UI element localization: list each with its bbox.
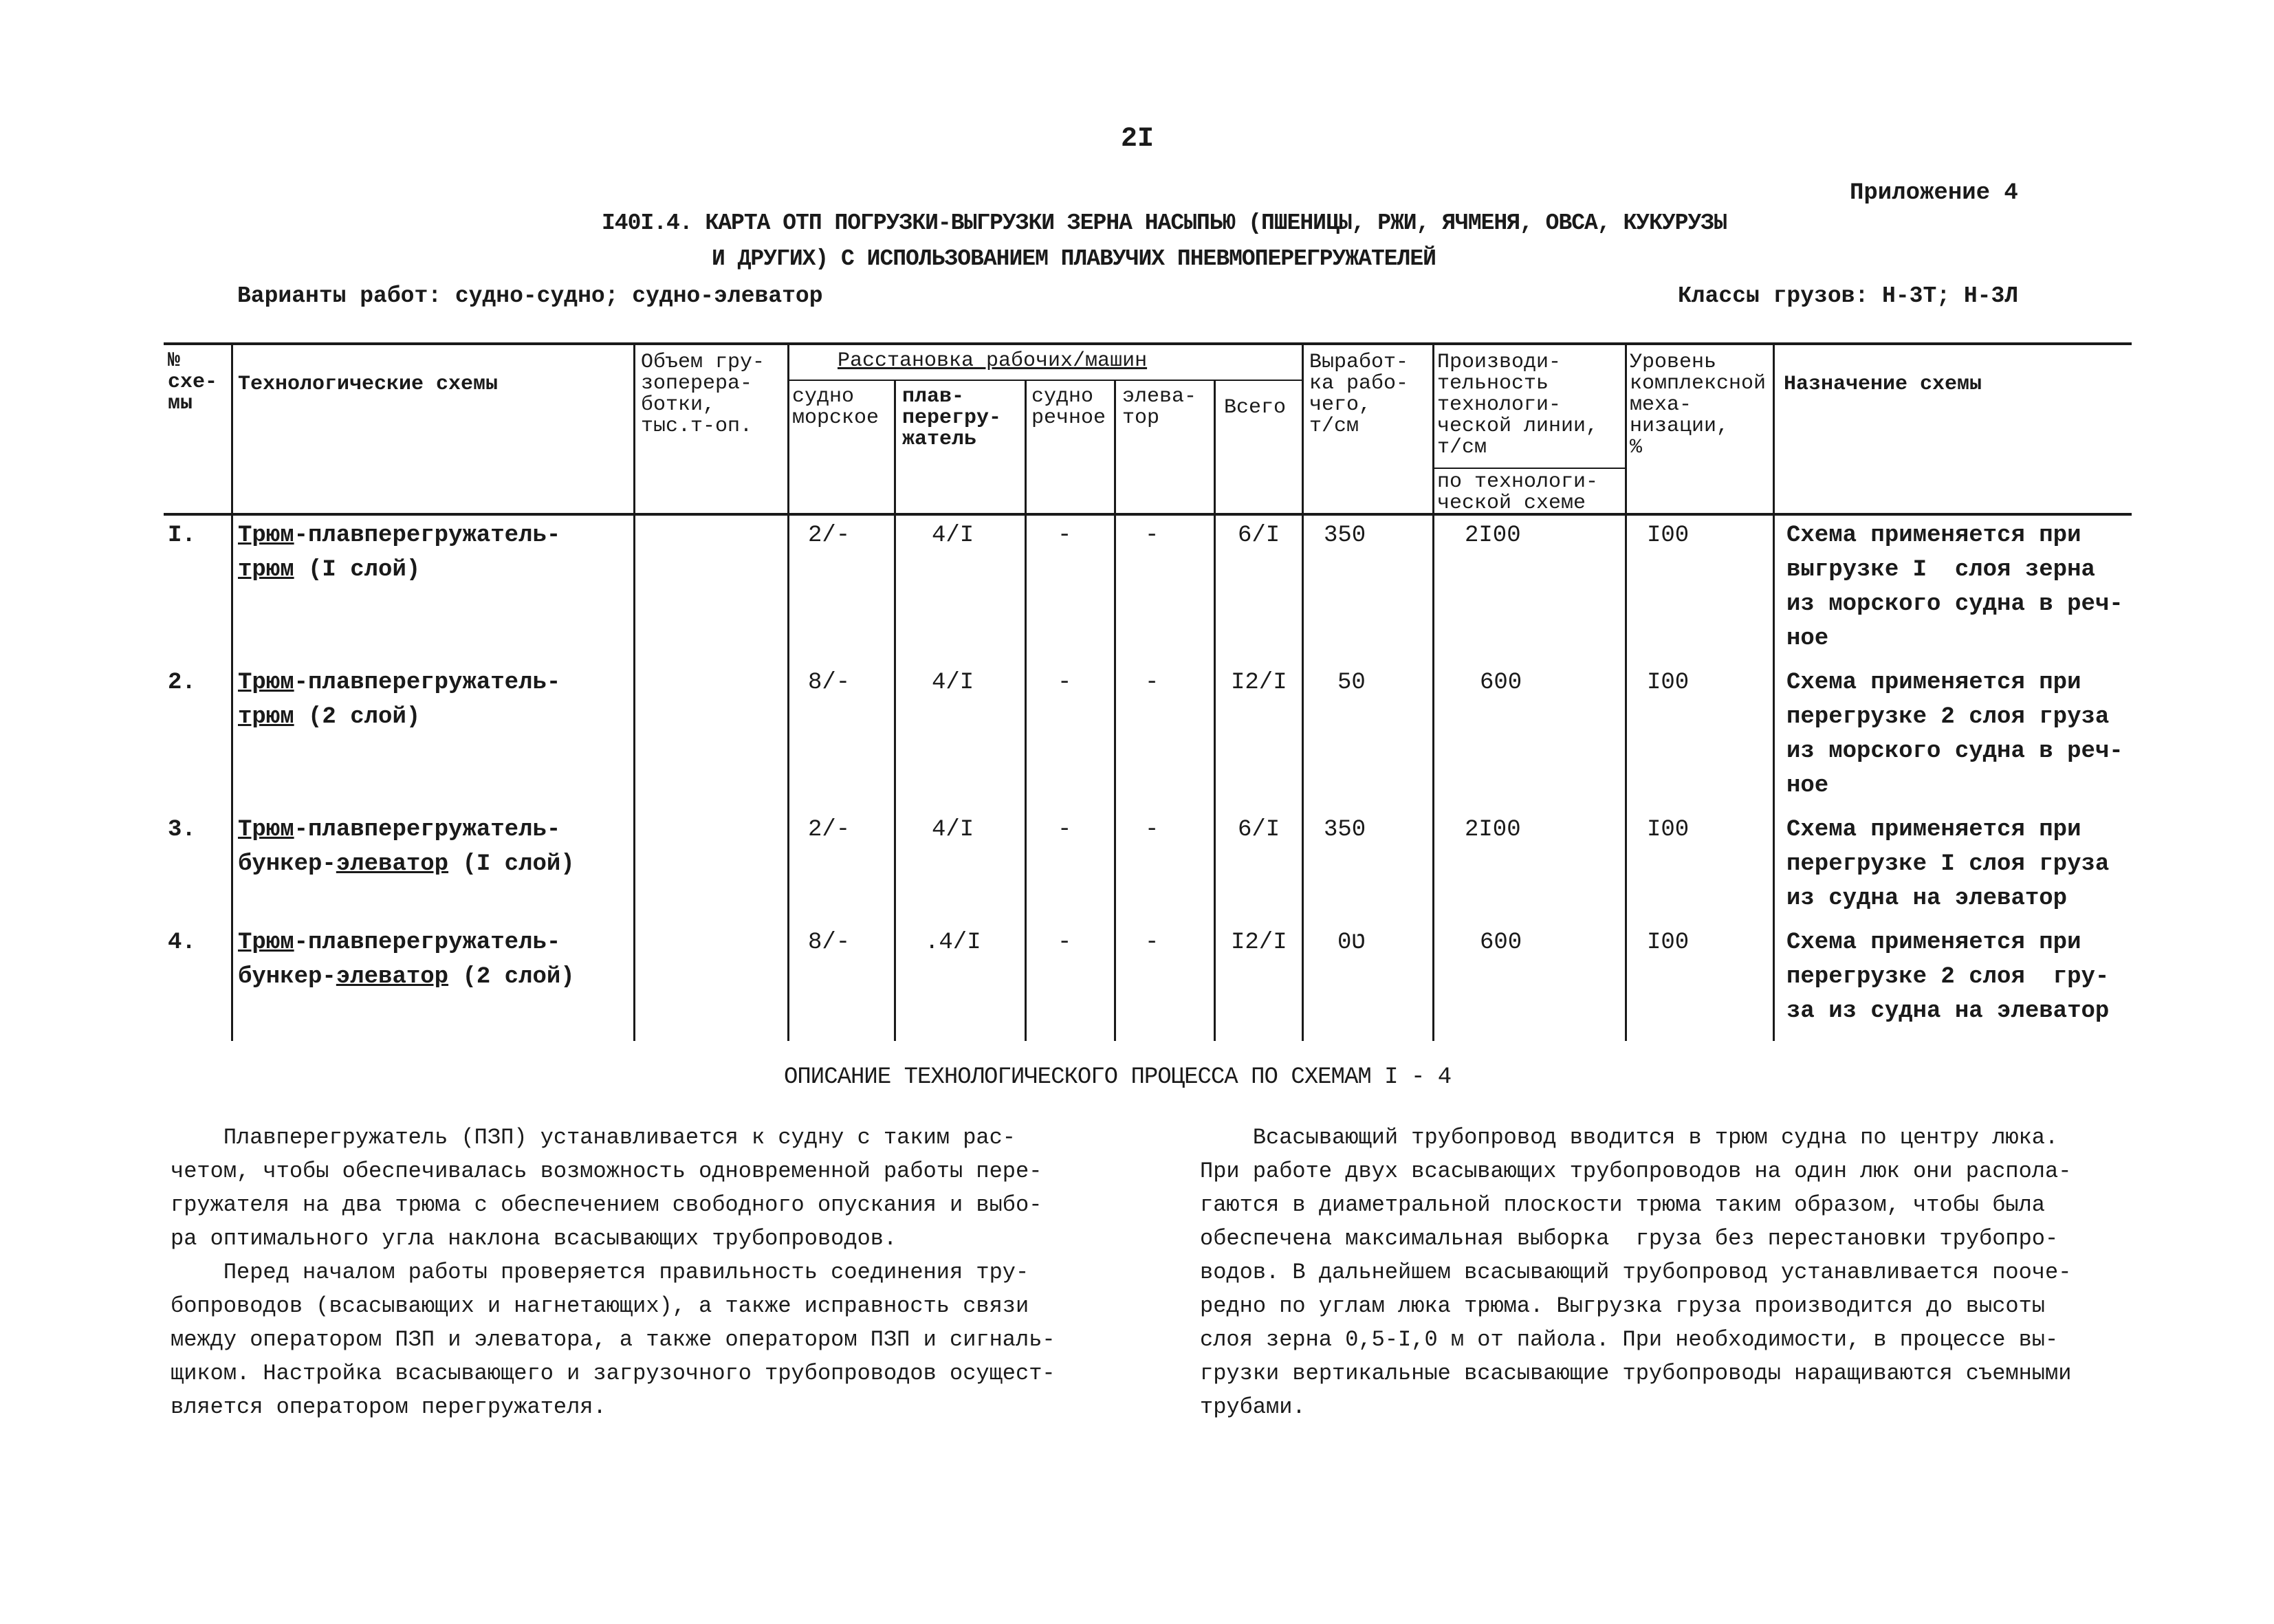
col-rule [1773, 342, 1775, 1041]
header-output: Выработ- ка рабо- чего, т/см [1309, 351, 1409, 438]
elevator-value: - [1145, 930, 1159, 956]
scheme-start: Трюм [238, 930, 294, 956]
scheme-end: трюм [238, 704, 294, 730]
purpose-value: Схема применяется при перегрузке 2 слоя груза из морского судна в реч- ное [1786, 670, 2123, 799]
cargo-classes: Классы грузов: Н-3Т; Н-3Л [1678, 283, 2019, 309]
float-loader-value: 4/I [932, 817, 974, 843]
row-number: 4. [168, 930, 196, 956]
output-value: 350 [1324, 523, 1366, 549]
scheme-layer: (I слой) [294, 557, 421, 583]
productivity-value: 600 [1480, 670, 1522, 696]
scheme-end: элеватор [336, 964, 449, 990]
header-placement: Расстановка рабочих/машин [838, 349, 1148, 373]
river-vessel-value: - [1058, 930, 1072, 956]
document-title-line-1: I40I.4. КАРТА ОТП ПОГРУЗКИ-ВЫГРУЗКИ ЗЕРНА НАСЫПЬЮ (ПШЕНИЦЫ, РЖИ, ЯЧМЕНЯ, ОВСА, КУКУРУЗЫ [602, 210, 1727, 236]
elevator-value: - [1145, 817, 1159, 843]
mechanization-value: I00 [1647, 523, 1690, 549]
col-rule [1214, 380, 1216, 1041]
total-value: I2/I [1231, 670, 1287, 696]
col-rule [1625, 342, 1627, 1041]
scheme-end: трюм [238, 557, 294, 583]
col-rule [1302, 342, 1304, 1041]
row-number: 2. [168, 670, 196, 696]
table-top-rule [164, 342, 2132, 345]
total-value: I2/I [1231, 930, 1287, 956]
scheme-middle: -плавперегружатель- [294, 670, 561, 696]
scheme-start: Трюм [238, 670, 294, 696]
scheme-layer: (2 слой) [448, 964, 575, 990]
float-loader-value: 4/I [932, 523, 974, 549]
sea-vessel-value: 2/- [808, 817, 851, 843]
total-value: 6/I [1238, 817, 1280, 843]
description-right-column: Всасывающий трубопровод вводится в трюм судна по центру люка. При работе двух всасывающих трубопроводов на один люк они распола- гаются в диаметральной плоскости трюма таким образом, чтобы была обеспечена максимальная выборка груза без перестановки трубопро- водов. В дальнейшем всасывающий трубопровод устанавливается пооче- редно по углам люка трюма. Выгрузка груза производится до высоты слоя зерна 0,5-I,0 м от пайола. При необходимости, в процессе вы- грузки вертикальные всасывающие трубопроводы наращиваются съемными трубами. [1200, 1125, 2072, 1420]
scheme-start: Трюм [238, 523, 294, 549]
sea-vessel-value: 8/- [808, 930, 851, 956]
header-mechanization: Уровень комплексной меха- низации, % [1630, 351, 1767, 459]
placement-subheader-rule [788, 380, 1302, 381]
mechanization-value: I00 [1647, 930, 1690, 956]
output-value: ט0 [1337, 930, 1366, 956]
purpose-value: Схема применяется при выгрузке I слоя зерна из морского судна в реч- ное [1786, 523, 2123, 652]
float-loader-value: 4/I [932, 670, 974, 696]
mechanization-value: I00 [1647, 670, 1690, 696]
section-title: ОПИСАНИЕ ТЕХНОЛОГИЧЕСКОГО ПРОЦЕССА ПО СХЕМАМ I - 4 [784, 1064, 1452, 1090]
col-rule [1432, 342, 1434, 1041]
header-river-vessel: судно речное [1031, 385, 1106, 430]
row-number: 3. [168, 817, 196, 843]
header-productivity-sub: по технологи- ческой схеме [1437, 470, 1599, 515]
elevator-value: - [1145, 523, 1159, 549]
purpose-value: Схема применяется при перегрузке I слоя груза из судна на элеватор [1786, 817, 2110, 912]
sea-vessel-value: 2/- [808, 523, 851, 549]
description-left-column: Плавперегружатель (ПЗП) устанавливается к судну с таким рас- четом, чтобы обеспечивалась возможность одновременной работы пере- гружателя на два трюма с обеспечением свободного опускания и выбо- ра оптимального угла наклона всасывающих трубопроводов. Перед началом работы проверяется правильность соединения тру- бопроводов (всасывающих и нагнетающих), а также исправность связи между оператором ПЗП и элеватора, а также оператором ПЗП и сигналь- щиком. Настройка всасывающего и загрузочного трубопроводов осущест- вляется оператором перегружателя. [171, 1125, 1056, 1420]
mechanization-value: I00 [1647, 817, 1690, 843]
header-schemes: Технологические схемы [238, 373, 499, 396]
col-rule [633, 342, 635, 1041]
col-rule [787, 342, 789, 1041]
elevator-value: - [1145, 670, 1159, 696]
appendix-label: Приложение 4 [1850, 180, 2018, 206]
scheme-cell [238, 813, 575, 881]
output-value: 50 [1337, 670, 1366, 696]
productivity-value: 600 [1480, 930, 1522, 956]
col-rule [231, 342, 233, 1041]
scheme-middle: -плавперегружатель- [294, 817, 561, 843]
header-bottom-rule [164, 513, 2132, 516]
purpose-value: Схема применяется при перегрузке 2 слоя гру- за из судна на элеватор [1786, 930, 2110, 1024]
scheme-cell [238, 666, 560, 734]
header-number: № схе- мы [168, 349, 218, 415]
scheme-start: Трюм [238, 817, 294, 843]
scheme-end: элеватор [336, 851, 449, 877]
scheme-bunker: бункер- [238, 851, 336, 877]
document-title-line-2: И ДРУГИХ) С ИСПОЛЬЗОВАНИЕМ ПЛАВУЧИХ ПНЕВМОПЕРЕГРУЖАТЕЛЕЙ [712, 246, 1436, 272]
header-purpose: Назначение схемы [1784, 373, 1982, 396]
productivity-value: 2I00 [1465, 523, 1521, 549]
header-elevator: элева- тор [1122, 385, 1197, 430]
header-volume: Объем гру- зоперера- ботки, тыс.т-оп. [641, 351, 765, 438]
scheme-cell [238, 925, 575, 994]
header-float-loader: плав- перегру- жатель [902, 385, 1002, 451]
productivity-value: 2I00 [1465, 817, 1521, 843]
scheme-cell [238, 518, 560, 587]
header-sea-vessel: судно морское [792, 385, 879, 430]
scheme-layer: (2 слой) [294, 704, 421, 730]
float-loader-value: .4/I [925, 930, 981, 956]
header-productivity: Производи- тельность технологи- ческой линии, т/см [1437, 351, 1599, 459]
page-number: 2I [1121, 124, 1155, 155]
scheme-bunker: бункер- [238, 964, 336, 990]
col-rule [1114, 380, 1116, 1041]
total-value: 6/I [1238, 523, 1280, 549]
productivity-split-rule [1434, 468, 1627, 469]
scheme-layer: (I слой) [448, 851, 575, 877]
scheme-middle: -плавперегружатель- [294, 523, 561, 549]
col-rule [894, 380, 896, 1041]
scheme-middle: -плавперегружатель- [294, 930, 561, 956]
row-number: I. [168, 523, 196, 549]
river-vessel-value: - [1058, 523, 1072, 549]
col-rule [1025, 380, 1027, 1041]
river-vessel-value: - [1058, 817, 1072, 843]
work-variants: Варианты работ: судно-судно; судно-элеватор [237, 283, 823, 309]
header-total: Всего [1224, 396, 1287, 419]
output-value: 350 [1324, 817, 1366, 843]
sea-vessel-value: 8/- [808, 670, 851, 696]
river-vessel-value: - [1058, 670, 1072, 696]
